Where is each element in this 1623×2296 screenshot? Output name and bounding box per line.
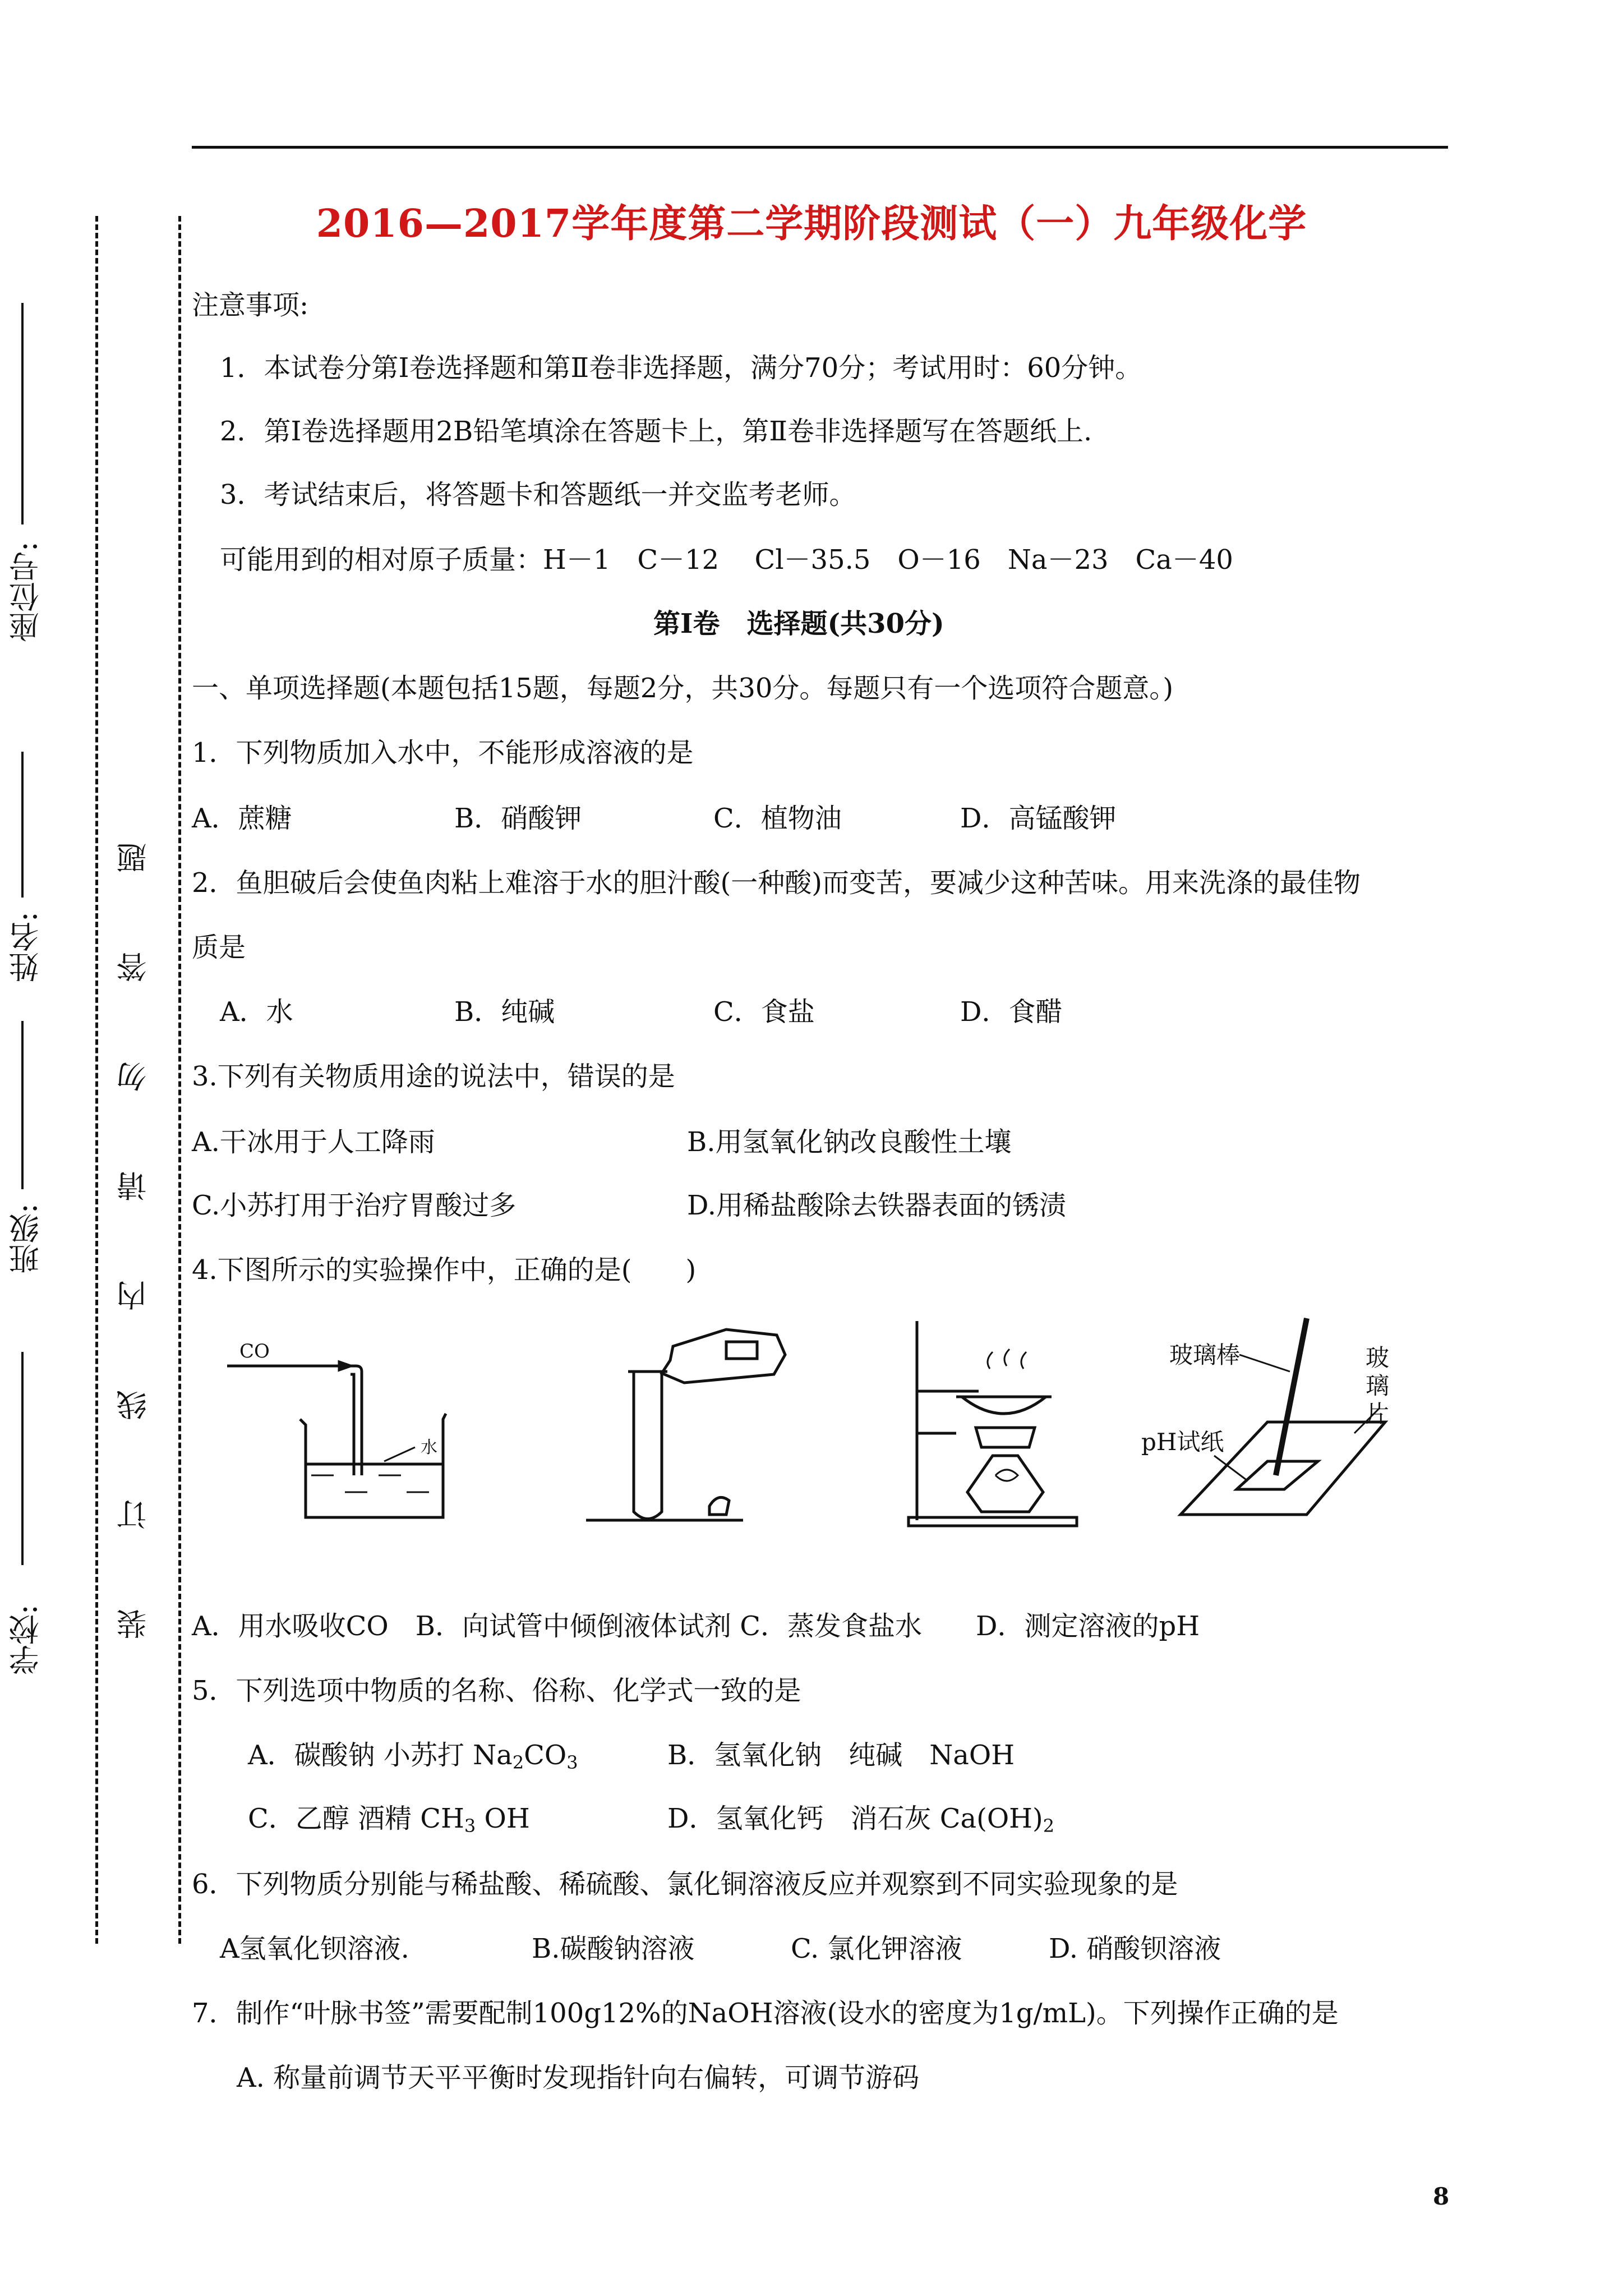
header-rule xyxy=(192,146,1448,149)
fig-label-co: CO xyxy=(239,1340,270,1363)
q4-figures xyxy=(222,1313,1478,1548)
q2-option-a: A．水 xyxy=(220,996,293,1028)
binding-dashed-line-outer xyxy=(95,216,98,1944)
q5-option-c: C．乙醇 酒精 $CH_3$ OH xyxy=(248,1803,530,1837)
q1-option-c: C．植物油 xyxy=(713,803,842,834)
exam-title: 2016—2017学年度第二学期阶段测试（一）九年级化学 xyxy=(316,201,1307,246)
q5-option-a: A．碳酸钠 小苏打 $Na_2CO_3$ xyxy=(248,1740,578,1773)
q2-stem: 2．鱼胆破后会使鱼肉粘上难溶于水的胆汁酸(一种酸)而变苦，要减少这种苦味。用来洗涤的最佳物 xyxy=(192,867,1361,899)
q7-stem: 7．制作“叶脉书签”需要配制100g12%的NaOH溶液(设水的密度为1g/mL)。下列操作正确的是 xyxy=(192,1998,1339,2029)
section-intro: 一、单项选择题(本题包括15题，每题2分，共30分。每题只有一个选项符合题意。) xyxy=(192,673,1174,704)
fig-label-glass-2: 璃 xyxy=(1366,1372,1390,1400)
q3-option-c: C.小苏打用于治疗胃酸过多 xyxy=(192,1190,517,1221)
fig-label-glass-1: 玻 xyxy=(1366,1344,1390,1372)
page-number: 8 xyxy=(1433,2183,1450,2210)
notice-item-2: 2．第Ⅰ卷选择题用2B铅笔填涂在答题卡上，第Ⅱ卷非选择题写在答题纸上. xyxy=(220,416,1092,447)
q4-stem: 4.下图所示的实验操作中，正确的是( ) xyxy=(192,1254,697,1286)
fig-label-glass-3: 片 xyxy=(1366,1400,1390,1428)
q6-option-b: B.碳酸钠溶液 xyxy=(532,1933,695,1964)
q1-option-b: B．硝酸钾 xyxy=(454,803,582,834)
q7-option-a: A. 称量前调节天平平衡时发现指针向右偏转，可调节游码 xyxy=(237,2062,920,2093)
fig-label-rod: 玻璃棒 xyxy=(1169,1341,1241,1369)
section-heading: 第Ⅰ卷 选择题(共30分) xyxy=(653,608,944,639)
school-blank xyxy=(21,1352,24,1565)
q3-stem: 3.下列有关物质用途的说法中，错误的是 xyxy=(192,1061,675,1092)
fig-label-ph-paper: pH试纸 xyxy=(1141,1428,1224,1456)
q6-stem: 6．下列物质分别能与稀盐酸、稀硫酸、氯化铜溶液反应并观察到不同实验现象的是 xyxy=(192,1869,1178,1900)
q6-option-a: A氢氧化钡溶液. xyxy=(220,1933,409,1964)
q3-option-b: B.用氢氧化钠改良酸性土壤 xyxy=(687,1126,1012,1158)
q2-option-b: B．纯碱 xyxy=(454,996,555,1028)
q5-option-b: B．氢氧化钠 纯碱 NaOH xyxy=(667,1740,1015,1771)
fig-c-evaporation xyxy=(909,1321,1077,1526)
notice-item-3: 3．考试结束后，将答题卡和答题纸一并交监考老师。 xyxy=(220,479,856,510)
atomic-masses: 可能用到的相对原子质量：H－1 C－12 Cl－35.5 O－16 Na－23 Ca－40 xyxy=(220,544,1233,576)
q2-stem-cont: 质是 xyxy=(192,932,246,963)
q4-options: A．用水吸收CO B．向试管中倾倒液体试剂 C．蒸发食盐水 D．测定溶液的pH xyxy=(192,1611,1200,1642)
q2-option-d: D．食醋 xyxy=(960,996,1063,1028)
fig-a-beaker-co xyxy=(227,1362,446,1517)
q3-option-a: A.干冰用于人工降雨 xyxy=(192,1126,435,1158)
q5-option-d: D．氢氧化钙 消石灰 $Ca(OH)_2$ xyxy=(667,1803,1055,1837)
fig-label-water: 水 xyxy=(421,1438,437,1457)
q6-option-c: C. 氯化钾溶液 xyxy=(791,1933,962,1964)
name-blank xyxy=(21,752,24,898)
q6-option-d: D. 硝酸钡溶液 xyxy=(1049,1933,1221,1964)
q1-option-a: A．蔗糖 xyxy=(192,803,292,834)
school-label: 学校: xyxy=(8,1604,44,1676)
seat-blank xyxy=(21,303,24,524)
binding-dashed-line-inner xyxy=(178,216,181,1944)
q1-stem: 1．下列物质加入水中，不能形成溶液的是 xyxy=(192,737,694,769)
q2-option-c: C．食盐 xyxy=(713,996,815,1028)
class-blank xyxy=(21,1021,24,1189)
notice-item-1: 1．本试卷分第Ⅰ卷选择题和第Ⅱ卷非选择题，满分70分；考试用时：60分钟。 xyxy=(220,352,1142,384)
notice-heading: 注意事项: xyxy=(192,289,309,321)
fig-b-test-tube-pour xyxy=(586,1329,785,1520)
binding-notice: 装 订 线 内 请 勿 答 题 xyxy=(116,808,151,1640)
q5-stem: 5．下列选项中物质的名称、俗称、化学式一致的是 xyxy=(192,1675,801,1706)
name-label: 姓名: xyxy=(8,912,44,983)
q1-option-d: D．高锰酸钾 xyxy=(960,803,1117,834)
q3-option-d: D.用稀盐酸除去铁器表面的锈渍 xyxy=(687,1190,1067,1221)
seat-label: 座位号: xyxy=(8,541,44,643)
class-label: 班级: xyxy=(8,1203,44,1274)
